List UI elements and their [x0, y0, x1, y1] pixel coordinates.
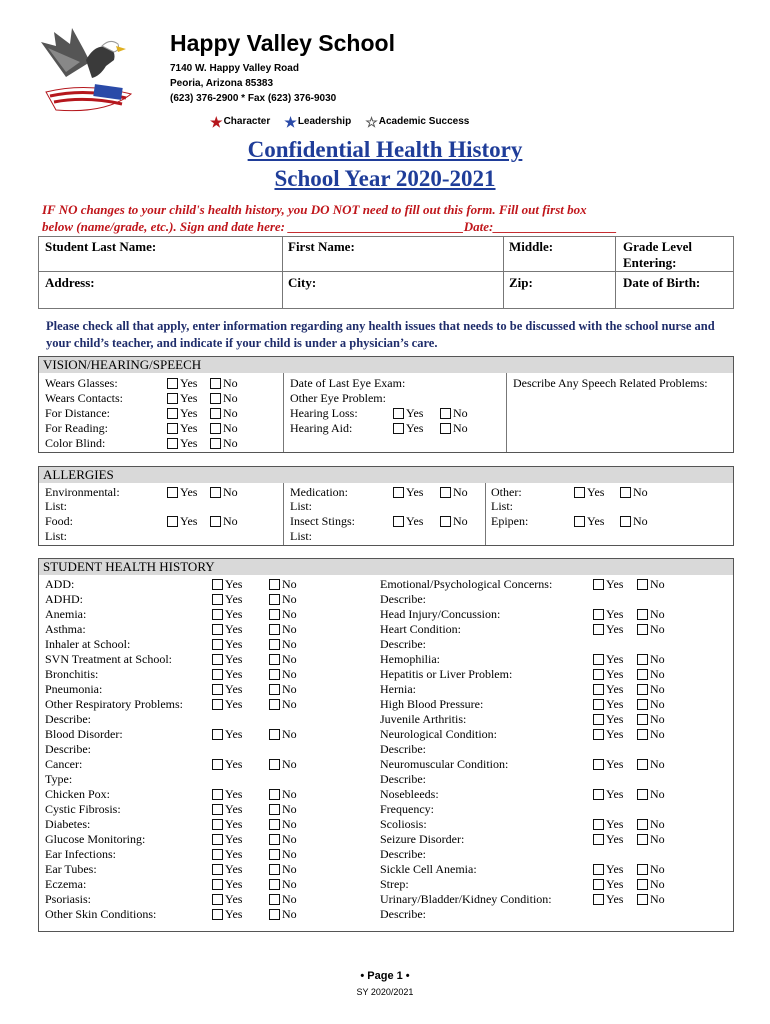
vision-wears-contacts-no-label: No	[223, 391, 238, 405]
history-nosebleeds-yes-checkbox[interactable]	[593, 789, 604, 800]
history-asthma-no-checkbox[interactable]	[269, 624, 280, 635]
history-bronchitis-yes-checkbox[interactable]	[212, 669, 223, 680]
vision-wears-glasses-yes-checkbox[interactable]	[167, 378, 178, 389]
history-bronchitis-yes-label: Yes	[225, 667, 243, 681]
history-neuromuscular-condition-label: Neuromuscular Condition:	[380, 757, 509, 771]
vision-for-distance-no-checkbox[interactable]	[210, 408, 221, 419]
history-psoriasis-yes-checkbox[interactable]	[212, 894, 223, 905]
form-title: Confidential Health History	[247, 137, 523, 162]
history-svn-treatment-at-school-yes-label: Yes	[225, 652, 243, 666]
history-ear-infections-yes-checkbox[interactable]	[212, 849, 223, 860]
address-line2: Peoria, Arizona 85383	[170, 78, 274, 89]
vision-for-distance-yes-label: Yes	[180, 406, 198, 420]
vision-wears-glasses-no-label: No	[223, 376, 238, 390]
history-heart-condition-no-checkbox[interactable]	[637, 624, 648, 635]
history-type-label: Type:	[45, 772, 73, 786]
history-scoliosis-no-checkbox[interactable]	[637, 819, 648, 830]
history-neurological-condition-yes-label: Yes	[606, 727, 624, 741]
history-emotional-psychological-concerns-yes-checkbox[interactable]	[593, 579, 604, 590]
history-glucose-monitoring-no-checkbox[interactable]	[269, 834, 280, 845]
history-blood-disorder-yes-checkbox[interactable]	[212, 729, 223, 740]
history-cystic-fibrosis-no-checkbox[interactable]	[269, 804, 280, 815]
history-sickle-cell-anemia-label: Sickle Cell Anemia:	[380, 862, 477, 876]
grade-level-field[interactable]: Grade Level	[623, 239, 692, 254]
vision-for-reading-no-checkbox[interactable]	[210, 423, 221, 434]
history-diabetes-no-label: No	[282, 817, 297, 831]
history-hemophilia-yes-label: Yes	[606, 652, 624, 666]
history-pneumonia-label: Pneumonia:	[45, 682, 103, 696]
history-hernia-no-checkbox[interactable]	[637, 684, 648, 695]
history-cystic-fibrosis-yes-checkbox[interactable]	[212, 804, 223, 815]
history-heart-condition-label: Heart Condition:	[380, 622, 461, 636]
history-hemophilia-no-checkbox[interactable]	[637, 654, 648, 665]
history-strep-yes-label: Yes	[606, 877, 624, 891]
hearing-aid-no-label: No	[453, 421, 468, 435]
history-strep-no-checkbox[interactable]	[637, 879, 648, 890]
history-head-injury-concussion-yes-checkbox[interactable]	[593, 609, 604, 620]
history-hemophilia-yes-checkbox[interactable]	[593, 654, 604, 665]
history-anemia-no-checkbox[interactable]	[269, 609, 280, 620]
dob-field[interactable]: Date of Birth:	[623, 275, 701, 290]
history-glucose-monitoring-no-label: No	[282, 832, 297, 846]
vision-for-distance-label: For Distance:	[45, 406, 110, 420]
history-scoliosis-no-label: No	[650, 817, 665, 831]
history-chicken-pox-no-label: No	[282, 787, 297, 801]
notice-line1: IF NO changes to your child's health history, you DO NOT need to fill out this form. Fill out first box	[42, 202, 587, 217]
star-outline-icon: ☆	[365, 113, 378, 130]
history-urinary-bladder-kidney-condition-yes-label: Yes	[606, 892, 624, 906]
history-pneumonia-no-checkbox[interactable]	[269, 684, 280, 695]
history-glucose-monitoring-yes-label: Yes	[225, 832, 243, 846]
other-allergy-no-label: No	[633, 485, 648, 499]
history-svn-treatment-at-school-no-label: No	[282, 652, 297, 666]
history-head-injury-concussion-yes-label: Yes	[606, 607, 624, 621]
history-describe-label: Describe:	[380, 847, 426, 861]
hearing-loss-yes-checkbox[interactable]	[393, 408, 404, 419]
environmental-label: Environmental:	[45, 485, 120, 499]
history-blood-disorder-no-label: No	[282, 727, 297, 741]
food-no-checkbox[interactable]	[210, 516, 221, 527]
history-other-respiratory-problems-yes-label: Yes	[225, 697, 243, 711]
history-asthma-no-label: No	[282, 622, 297, 636]
history-neurological-condition-label: Neurological Condition:	[380, 727, 497, 741]
school-name: Happy Valley School	[170, 30, 395, 56]
other-allergy-label: Other:	[491, 485, 522, 499]
history-head-injury-concussion-no-checkbox[interactable]	[637, 609, 648, 620]
history-describe-label: Describe:	[380, 742, 426, 756]
history-sickle-cell-anemia-no-label: No	[650, 862, 665, 876]
history-anemia-yes-label: Yes	[225, 607, 243, 621]
history-cancer-yes-checkbox[interactable]	[212, 759, 223, 770]
history-ear-infections-no-label: No	[282, 847, 297, 861]
history-other-skin-conditions-label: Other Skin Conditions:	[45, 907, 157, 921]
vision-section	[38, 356, 734, 453]
history-high-blood-pressure-no-checkbox[interactable]	[637, 699, 648, 710]
history-anemia-yes-checkbox[interactable]	[212, 609, 223, 620]
hearing-aid-yes-label: Yes	[406, 421, 424, 435]
history-juvenile-arthritis-label: Juvenile Arthritis:	[380, 712, 467, 726]
history-seizure-disorder-yes-label: Yes	[606, 832, 624, 846]
history-other-respiratory-problems-yes-checkbox[interactable]	[212, 699, 223, 710]
other-allergy-yes-label: Yes	[587, 485, 605, 499]
insect-label: Insect Stings:	[290, 514, 355, 528]
history-scoliosis-label: Scoliosis:	[380, 817, 427, 831]
history-inhaler-at-school-yes-checkbox[interactable]	[212, 639, 223, 650]
vision-wears-contacts-yes-checkbox[interactable]	[167, 393, 178, 404]
vision-wears-glasses-no-checkbox[interactable]	[210, 378, 221, 389]
history-cancer-label: Cancer:	[45, 757, 83, 771]
epipen-no-label: No	[633, 514, 648, 528]
history-diabetes-yes-checkbox[interactable]	[212, 819, 223, 830]
history-emotional-psychological-concerns-no-checkbox[interactable]	[637, 579, 648, 590]
history-bronchitis-no-label: No	[282, 667, 297, 681]
history-strep-label: Strep:	[380, 877, 409, 891]
history-psoriasis-no-checkbox[interactable]	[269, 894, 280, 905]
history-seizure-disorder-no-label: No	[650, 832, 665, 846]
vision-header: VISION/HEARING/SPEECH	[39, 357, 733, 373]
eye-exam-label: Date of Last Eye Exam:	[290, 376, 406, 390]
value-academic-success: ☆ Academic Success	[365, 113, 470, 130]
history-psoriasis-yes-label: Yes	[225, 892, 243, 906]
first-name-field[interactable]: First Name:	[288, 239, 355, 254]
history-nosebleeds-label: Nosebleeds:	[380, 787, 439, 801]
history-inhaler-at-school-no-checkbox[interactable]	[269, 639, 280, 650]
history-asthma-yes-label: Yes	[225, 622, 243, 636]
health-history-section	[38, 558, 734, 932]
vision-wears-glasses-label: Wears Glasses:	[45, 376, 118, 390]
history-describe-label: Describe:	[45, 712, 91, 726]
history-ear-tubes-label: Ear Tubes:	[45, 862, 97, 876]
star-icon: ★	[284, 113, 297, 130]
hearing-aid-label: Hearing Aid:	[290, 421, 353, 435]
history-svn-treatment-at-school-no-checkbox[interactable]	[269, 654, 280, 665]
history-svn-treatment-at-school-yes-checkbox[interactable]	[212, 654, 223, 665]
vision-wears-contacts-no-checkbox[interactable]	[210, 393, 221, 404]
history-chicken-pox-no-checkbox[interactable]	[269, 789, 280, 800]
hearing-loss-no-label: No	[453, 406, 468, 420]
history-ear-tubes-no-label: No	[282, 862, 297, 876]
middle-name-field[interactable]: Middle:	[509, 239, 554, 254]
history-nosebleeds-no-label: No	[650, 787, 665, 801]
history-eczema-no-label: No	[282, 877, 297, 891]
history-bronchitis-label: Bronchitis:	[45, 667, 99, 681]
grade-entering-label: Entering:	[623, 255, 677, 270]
epipen-label: Epipen:	[491, 514, 529, 528]
history-hernia-label: Hernia:	[380, 682, 416, 696]
food-yes-label: Yes	[180, 514, 198, 528]
insect-list-label: List:	[290, 529, 313, 543]
history-other-skin-conditions-yes-label: Yes	[225, 907, 243, 921]
epipen-yes-label: Yes	[587, 514, 605, 528]
history-ear-tubes-no-checkbox[interactable]	[269, 864, 280, 875]
history-head-injury-concussion-no-label: No	[650, 607, 665, 621]
address-field[interactable]: Address:	[45, 275, 95, 290]
history-chicken-pox-label: Chicken Pox:	[45, 787, 110, 801]
history-anemia-no-label: No	[282, 607, 297, 621]
vision-for-distance-yes-checkbox[interactable]	[167, 408, 178, 419]
history-describe-label: Describe:	[45, 742, 91, 756]
history-inhaler-at-school-label: Inhaler at School:	[45, 637, 131, 651]
history-head-injury-concussion-label: Head Injury/Concussion:	[380, 607, 501, 621]
vision-for-reading-yes-label: Yes	[180, 421, 198, 435]
history-ear-infections-yes-label: Yes	[225, 847, 243, 861]
history-asthma-label: Asthma:	[45, 622, 86, 636]
history-neuromuscular-condition-yes-checkbox[interactable]	[593, 759, 604, 770]
history-adhd-yes-label: Yes	[225, 592, 243, 606]
history-urinary-bladder-kidney-condition-yes-checkbox[interactable]	[593, 894, 604, 905]
medication-yes-label: Yes	[406, 485, 424, 499]
other-list-label: List:	[491, 499, 514, 513]
history-frequency-label: Frequency:	[380, 802, 434, 816]
history-high-blood-pressure-label: High Blood Pressure:	[380, 697, 484, 711]
history-hernia-yes-label: Yes	[606, 682, 624, 696]
vision-for-reading-no-label: No	[223, 421, 238, 435]
history-adhd-yes-checkbox[interactable]	[212, 594, 223, 605]
medication-list-label: List:	[290, 499, 313, 513]
vision-color-blind-yes-label: Yes	[180, 436, 198, 450]
food-yes-checkbox[interactable]	[167, 516, 178, 527]
history-juvenile-arthritis-yes-label: Yes	[606, 712, 624, 726]
history-svn-treatment-at-school-label: SVN Treatment at School:	[45, 652, 173, 666]
history-urinary-bladder-kidney-condition-no-checkbox[interactable]	[637, 894, 648, 905]
history-adhd-no-label: No	[282, 592, 297, 606]
history-seizure-disorder-label: Seizure Disorder:	[380, 832, 465, 846]
history-other-skin-conditions-no-label: No	[282, 907, 297, 921]
vision-for-reading-label: For Reading:	[45, 421, 108, 435]
environmental-no-label: No	[223, 485, 238, 499]
value-leadership: ★ Leadership	[284, 113, 352, 130]
insect-yes-checkbox[interactable]	[393, 516, 404, 527]
city-field[interactable]: City:	[288, 275, 317, 290]
history-emotional-psychological-concerns-no-label: No	[650, 577, 665, 591]
zip-field[interactable]: Zip:	[509, 275, 533, 290]
epipen-no-checkbox[interactable]	[620, 516, 631, 527]
history-high-blood-pressure-no-label: No	[650, 697, 665, 711]
history-emotional-psychological-concerns-label: Emotional/Psychological Concerns:	[380, 577, 553, 591]
environmental-list-label: List:	[45, 499, 68, 513]
history-hemophilia-label: Hemophilia:	[380, 652, 440, 666]
history-cancer-no-checkbox[interactable]	[269, 759, 280, 770]
insect-yes-label: Yes	[406, 514, 424, 528]
history-add-yes-label: Yes	[225, 577, 243, 591]
history-juvenile-arthritis-yes-checkbox[interactable]	[593, 714, 604, 725]
vision-color-blind-no-checkbox[interactable]	[210, 438, 221, 449]
history-chicken-pox-yes-label: Yes	[225, 787, 243, 801]
history-ear-tubes-yes-label: Yes	[225, 862, 243, 876]
history-adhd-no-checkbox[interactable]	[269, 594, 280, 605]
history-blood-disorder-no-checkbox[interactable]	[269, 729, 280, 740]
history-scoliosis-yes-checkbox[interactable]	[593, 819, 604, 830]
history-diabetes-no-checkbox[interactable]	[269, 819, 280, 830]
history-seizure-disorder-no-checkbox[interactable]	[637, 834, 648, 845]
school-values	[210, 113, 470, 130]
student-info-table	[38, 236, 734, 309]
vision-color-blind-yes-checkbox[interactable]	[167, 438, 178, 449]
history-add-label: ADD:	[45, 577, 75, 591]
history-strep-yes-checkbox[interactable]	[593, 879, 604, 890]
history-other-skin-conditions-no-checkbox[interactable]	[269, 909, 280, 920]
history-juvenile-arthritis-no-label: No	[650, 712, 665, 726]
history-eczema-yes-checkbox[interactable]	[212, 879, 223, 890]
history-cancer-yes-label: Yes	[225, 757, 243, 771]
history-neuromuscular-condition-no-checkbox[interactable]	[637, 759, 648, 770]
history-cancer-no-label: No	[282, 757, 297, 771]
vision-color-blind-no-label: No	[223, 436, 238, 450]
history-strep-no-label: No	[650, 877, 665, 891]
history-pneumonia-yes-label: Yes	[225, 682, 243, 696]
environmental-yes-checkbox[interactable]	[167, 487, 178, 498]
history-heart-condition-yes-checkbox[interactable]	[593, 624, 604, 635]
epipen-yes-checkbox[interactable]	[574, 516, 585, 527]
other-allergy-yes-checkbox[interactable]	[574, 487, 585, 498]
history-eczema-label: Eczema:	[45, 877, 87, 891]
phone-fax: (623) 376-2900 * Fax (623) 376-9030	[170, 93, 337, 104]
value-character: ★ Character	[210, 113, 271, 130]
other-eye-label: Other Eye Problem:	[290, 391, 386, 405]
history-emotional-psychological-concerns-yes-label: Yes	[606, 577, 624, 591]
vision-wears-contacts-label: Wears Contacts:	[45, 391, 124, 405]
history-cystic-fibrosis-label: Cystic Fibrosis:	[45, 802, 121, 816]
history-add-no-checkbox[interactable]	[269, 579, 280, 590]
history-blood-disorder-yes-label: Yes	[225, 727, 243, 741]
history-scoliosis-yes-label: Yes	[606, 817, 624, 831]
food-label: Food:	[45, 514, 74, 528]
history-asthma-yes-checkbox[interactable]	[212, 624, 223, 635]
school-year-footer: SY 2020/2021	[356, 987, 414, 997]
history-diabetes-yes-label: Yes	[225, 817, 243, 831]
hearing-loss-yes-label: Yes	[406, 406, 424, 420]
hearing-aid-no-checkbox[interactable]	[440, 423, 451, 434]
history-other-skin-conditions-yes-checkbox[interactable]	[212, 909, 223, 920]
history-add-no-label: No	[282, 577, 297, 591]
allergies-header: ALLERGIES	[39, 467, 733, 483]
history-urinary-bladder-kidney-condition-no-label: No	[650, 892, 665, 906]
hearing-aid-yes-checkbox[interactable]	[393, 423, 404, 434]
address-line1: 7140 W. Happy Valley Road	[170, 63, 299, 74]
history-inhaler-at-school-yes-label: Yes	[225, 637, 243, 651]
history-seizure-disorder-yes-checkbox[interactable]	[593, 834, 604, 845]
vision-for-reading-yes-checkbox[interactable]	[167, 423, 178, 434]
history-eczema-no-checkbox[interactable]	[269, 879, 280, 890]
history-neurological-condition-no-label: No	[650, 727, 665, 741]
history-neuromuscular-condition-yes-label: Yes	[606, 757, 624, 771]
history-describe-label: Describe:	[380, 592, 426, 606]
history-describe-label: Describe:	[380, 907, 426, 921]
history-neurological-condition-yes-checkbox[interactable]	[593, 729, 604, 740]
speech-label: Describe Any Speech Related Problems:	[513, 376, 708, 390]
history-neurological-condition-no-checkbox[interactable]	[637, 729, 648, 740]
food-no-label: No	[223, 514, 238, 528]
history-diabetes-label: Diabetes:	[45, 817, 91, 831]
history-cystic-fibrosis-yes-label: Yes	[225, 802, 243, 816]
history-nosebleeds-yes-label: Yes	[606, 787, 624, 801]
medication-label: Medication:	[290, 485, 348, 499]
history-sickle-cell-anemia-yes-checkbox[interactable]	[593, 864, 604, 875]
history-neuromuscular-condition-no-label: No	[650, 757, 665, 771]
history-hemophilia-no-label: No	[650, 652, 665, 666]
history-sickle-cell-anemia-no-checkbox[interactable]	[637, 864, 648, 875]
history-hepatitis-or-liver-problem-yes-label: Yes	[606, 667, 624, 681]
star-icon: ★	[210, 113, 223, 130]
health-history-header: STUDENT HEALTH HISTORY	[39, 559, 733, 575]
allergies-section	[38, 466, 734, 546]
history-hepatitis-or-liver-problem-no-label: No	[650, 667, 665, 681]
history-high-blood-pressure-yes-checkbox[interactable]	[593, 699, 604, 710]
hearing-loss-label: Hearing Loss:	[290, 406, 358, 420]
vision-color-blind-label: Color Blind:	[45, 436, 106, 450]
history-hepatitis-or-liver-problem-yes-checkbox[interactable]	[593, 669, 604, 680]
history-heart-condition-yes-label: Yes	[606, 622, 624, 636]
history-blood-disorder-label: Blood Disorder:	[45, 727, 123, 741]
other-allergy-no-checkbox[interactable]	[620, 487, 631, 498]
history-heart-condition-no-label: No	[650, 622, 665, 636]
insect-no-label: No	[453, 514, 468, 528]
history-nosebleeds-no-checkbox[interactable]	[637, 789, 648, 800]
notice-line2: below (name/grade, etc.). Sign and date here: ___________________________Date:___________________	[42, 219, 617, 234]
history-adhd-label: ADHD:	[45, 592, 83, 606]
history-juvenile-arthritis-no-checkbox[interactable]	[637, 714, 648, 725]
history-other-respiratory-problems-label: Other Respiratory Problems:	[45, 697, 183, 711]
page-number: • Page 1 •	[360, 970, 410, 982]
history-hepatitis-or-liver-problem-no-checkbox[interactable]	[637, 669, 648, 680]
history-hernia-yes-checkbox[interactable]	[593, 684, 604, 695]
history-eczema-yes-label: Yes	[225, 877, 243, 891]
history-describe-label: Describe:	[380, 637, 426, 651]
history-glucose-monitoring-label: Glucose Monitoring:	[45, 832, 146, 846]
vision-for-distance-no-label: No	[223, 406, 238, 420]
history-ear-tubes-yes-checkbox[interactable]	[212, 864, 223, 875]
history-bronchitis-no-checkbox[interactable]	[269, 669, 280, 680]
history-hernia-no-label: No	[650, 682, 665, 696]
history-other-respiratory-problems-no-checkbox[interactable]	[269, 699, 280, 710]
school-year-title: School Year 2020-2021	[274, 166, 496, 191]
history-anemia-label: Anemia:	[45, 607, 87, 621]
food-list-label: List:	[45, 529, 68, 543]
environmental-yes-label: Yes	[180, 485, 198, 499]
history-psoriasis-label: Psoriasis:	[45, 892, 92, 906]
history-pneumonia-no-label: No	[282, 682, 297, 696]
history-chicken-pox-yes-checkbox[interactable]	[212, 789, 223, 800]
medication-no-label: No	[453, 485, 468, 499]
history-hepatitis-or-liver-problem-label: Hepatitis or Liver Problem:	[380, 667, 513, 681]
vision-wears-glasses-yes-label: Yes	[180, 376, 198, 390]
history-other-respiratory-problems-no-label: No	[282, 697, 297, 711]
vision-wears-contacts-yes-label: Yes	[180, 391, 198, 405]
history-high-blood-pressure-yes-label: Yes	[606, 697, 624, 711]
history-pneumonia-yes-checkbox[interactable]	[212, 684, 223, 695]
hearing-loss-no-checkbox[interactable]	[440, 408, 451, 419]
history-sickle-cell-anemia-yes-label: Yes	[606, 862, 624, 876]
environmental-no-checkbox[interactable]	[210, 487, 221, 498]
instructions: Please check all that apply, enter information regarding any health issues that needs to be discussed with the school nurse and your child’s teacher, and indicate if your child is under a physician’s care.	[46, 319, 715, 350]
history-add-yes-checkbox[interactable]	[212, 579, 223, 590]
history-ear-infections-label: Ear Infections:	[45, 847, 116, 861]
history-glucose-monitoring-yes-checkbox[interactable]	[212, 834, 223, 845]
insect-no-checkbox[interactable]	[440, 516, 451, 527]
history-cystic-fibrosis-no-label: No	[282, 802, 297, 816]
history-psoriasis-no-label: No	[282, 892, 297, 906]
history-urinary-bladder-kidney-condition-label: Urinary/Bladder/Kidney Condition:	[380, 892, 552, 906]
last-name-field[interactable]: Student Last Name:	[45, 239, 157, 254]
school-logo-eagle-icon	[36, 22, 156, 122]
history-describe-label: Describe:	[380, 772, 426, 786]
history-ear-infections-no-checkbox[interactable]	[269, 849, 280, 860]
medication-yes-checkbox[interactable]	[393, 487, 404, 498]
history-inhaler-at-school-no-label: No	[282, 637, 297, 651]
medication-no-checkbox[interactable]	[440, 487, 451, 498]
